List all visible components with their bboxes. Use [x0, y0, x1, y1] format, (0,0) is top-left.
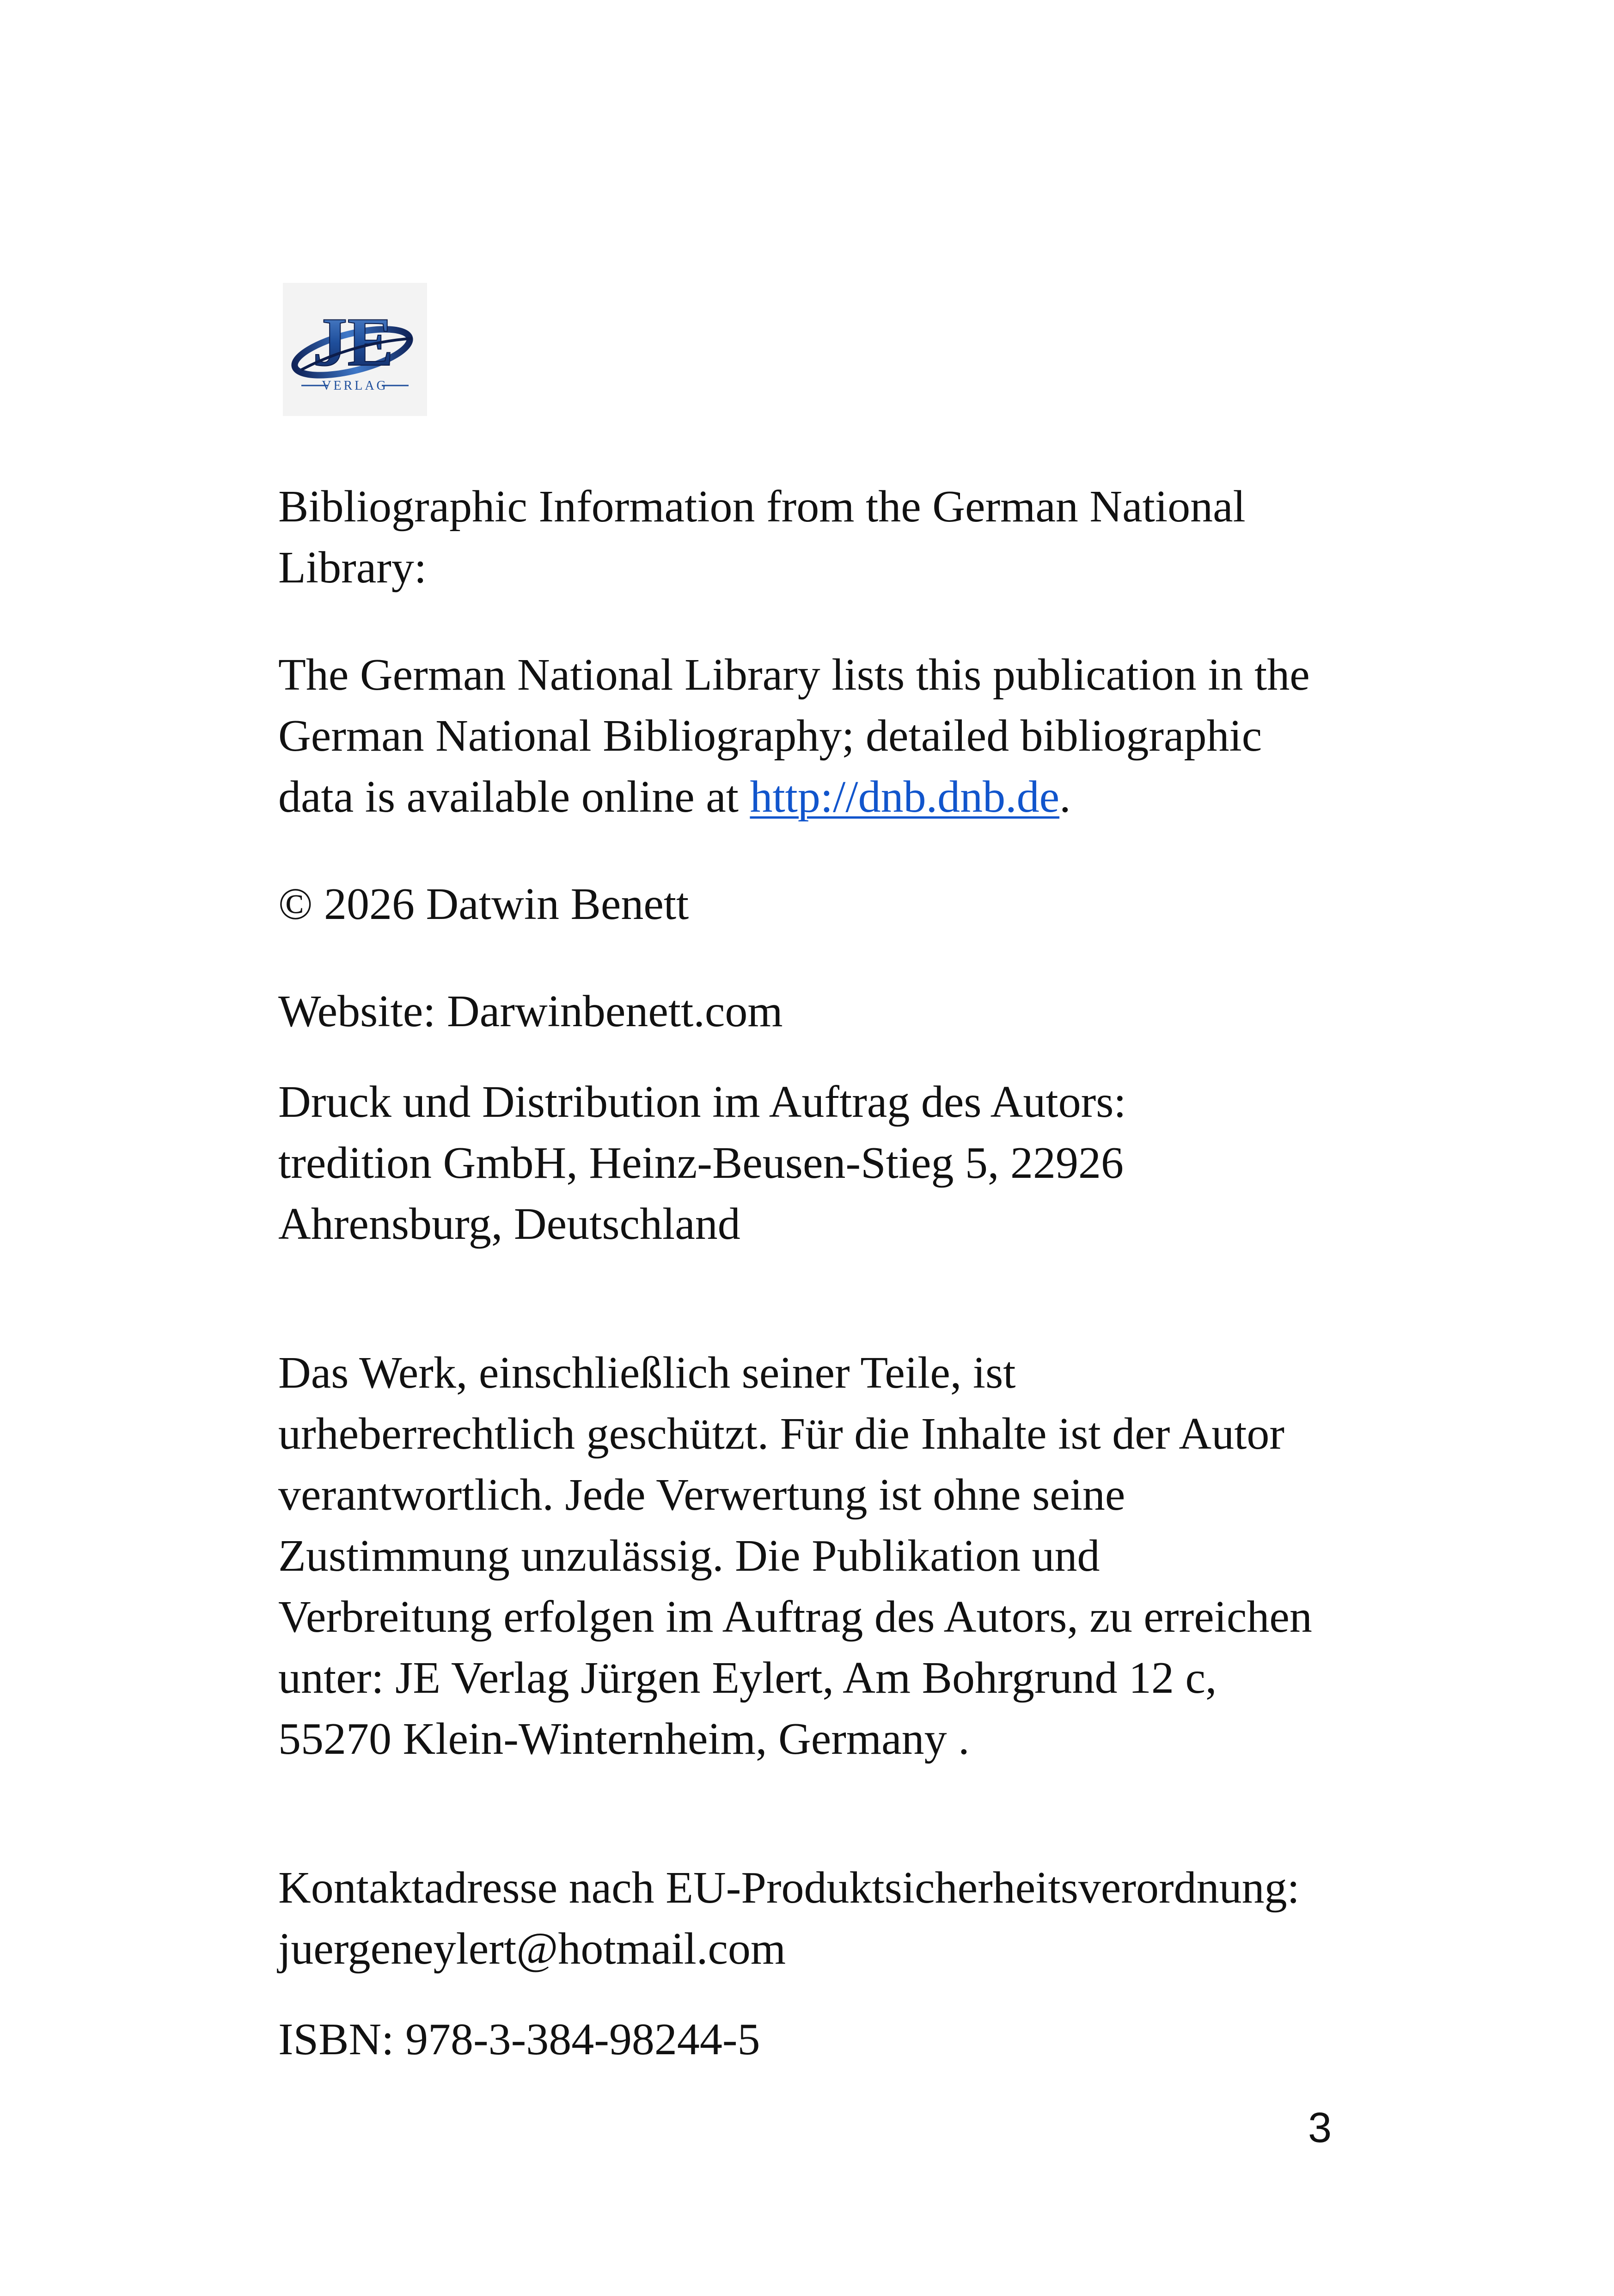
isbn-line: ISBN: 978-3-384-98244-5	[278, 2014, 760, 2064]
copyright-line: © 2026 Datwin Benett	[278, 879, 689, 929]
logo-monogram: JE	[312, 304, 394, 380]
publisher-logo	[283, 283, 427, 416]
website-line: Website: Darwinbenett.com	[278, 986, 783, 1036]
bibliographic-text: The German National Library lists this publication in the German National Bibliography; detailed bibliographic data is available online at	[278, 650, 1310, 822]
distribution-notice: Druck und Distribution im Auftrag des Autors: tredition GmbH, Heinz-Beusen-Stieg 5, 22926 Ahrensburg, Deutschland	[278, 1077, 1126, 1249]
bibliographic-heading: Bibliographic Information from the German National Library:	[278, 482, 1246, 593]
contact-notice: Kontaktadresse nach EU-Produktsicherheitsverordnung: juergeneylert@hotmail.com	[278, 1863, 1300, 1974]
page-number: 3	[1308, 2104, 1332, 2151]
logo-wordmark: VERLAG	[322, 379, 388, 393]
bibliographic-text-end: .	[1059, 772, 1071, 822]
rights-notice: Das Werk, einschließlich seiner Teile, ist urheberrechtlich geschützt. Für die Inhalte ist der Autor verantwortlich. Jede Verwertung ist ohne seine Zustimmung unzulässig. Die Publikation und Verbreitung erfolgen im Auftrag des Autors, zu erreichen unter: JE Verlag Jürgen Eylert, Am Bohrgrund 12 c, 55270 Klein-Winternheim, Germany .	[278, 1348, 1312, 1764]
dnb-link[interactable]: http://dnb.dnb.de	[750, 772, 1060, 822]
imprint-content	[278, 476, 1383, 2070]
je-verlag-logo-image	[283, 283, 427, 416]
bibliographic-notice	[278, 644, 1383, 827]
